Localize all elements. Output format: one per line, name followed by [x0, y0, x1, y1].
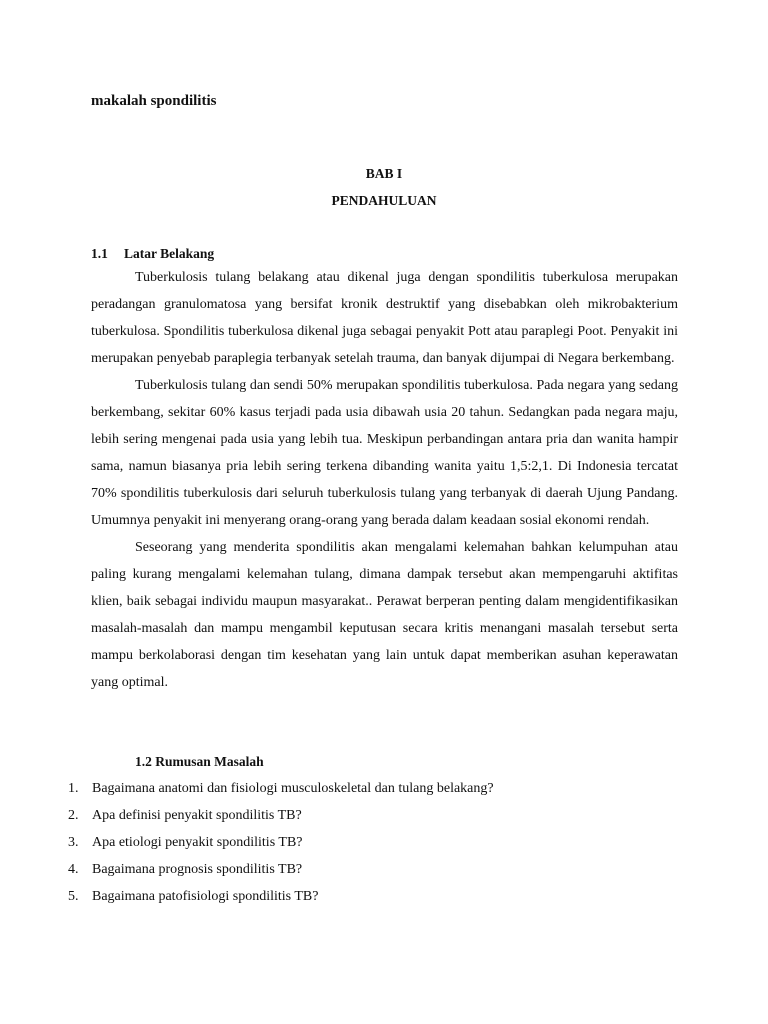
list-item: [68, 802, 688, 829]
list-item: [68, 775, 688, 802]
list-item-number: 4.: [68, 862, 79, 877]
list-item-number: 1.: [68, 781, 79, 796]
list-item-text: Bagaimana prognosis spondilitis TB?: [92, 862, 303, 877]
section-number: 1.1: [91, 246, 108, 261]
list-item-number: 2.: [68, 808, 79, 823]
list-item-number: 5.: [68, 889, 79, 904]
chapter-number: BAB I: [365, 166, 403, 181]
list-item: [68, 856, 688, 883]
list-item-text: Bagaimana patofisiologi spondilitis TB?: [92, 889, 319, 904]
list-item-text: Apa definisi penyakit spondilitis TB?: [92, 808, 302, 823]
paragraph: Seseorang yang menderita spondilitis akan mengalami kelemahan bahkan kelumpuhan atau paling kurang mengalami kelemahan tulang, dimana dampak tersebut akan mempengaruhi aktifitas klien, baik sebagai individu maupun masyarakat.. Perawat berperan penting dalam mengidentifikasikan masalah-masalah dan mampu mengambil keputusan secara kritis menangani masalah tersebut serta mampu berkolaborasi dengan tim kesehatan yang lain untuk dapat memberikan asuhan keperawatan yang optimal.: [91, 540, 678, 690]
section-title: Latar Belakang: [124, 246, 215, 261]
question-list: [68, 775, 688, 910]
paragraph: Tuberkulosis tulang belakang atau dikenal juga dengan spondilitis tuberkulosa merupakan peradangan granulomatosa yang bersifat kronik destruktif yang disebabkan oleh mikrobakterium tuberkulosa. Spondilitis tuberkulosa dikenal juga sebagai penyakit Pott atau paraplegi Poot. Penyakit ini merupakan penyebab paraplegia terbanyak setelah trauma, dan banyak dijumpai di Negara berkembang.: [91, 270, 678, 366]
list-item: [68, 829, 688, 856]
document-title: makalah spondilitis: [91, 93, 217, 109]
list-item: [68, 883, 688, 910]
list-item-text: Bagaimana anatomi dan fisiologi musculoskeletal dan tulang belakang?: [92, 781, 494, 796]
list-item-number: 3.: [68, 835, 79, 850]
section-heading-latar-belakang: [91, 246, 214, 262]
list-item-text: Apa etiologi penyakit spondilitis TB?: [92, 835, 303, 850]
section-heading-rumusan-masalah: 1.2 Rumusan Masalah: [135, 754, 264, 769]
section-body: [91, 264, 678, 696]
chapter-title: PENDAHULUAN: [331, 193, 437, 208]
paragraph: Tuberkulosis tulang dan sendi 50% merupakan spondilitis tuberkulosa. Pada negara yang sedang berkembang, sekitar 60% kasus terjadi pada usia dibawah usia 20 tahun. Sedangkan pada negara maju, lebih sering mengenai pada usia yang lebih tua. Meskipun perbandingan antara pria dan wanita hampir sama, namun biasanya pria lebih sering terkena dibanding wanita yaitu 1,5:2,1. Di Indonesia tercatat 70% spondilitis tuberkulosis dari seluruh tuberkulosis tulang yang terbanyak di daerah Ujung Pandang. Umumnya penyakit ini menyerang orang-orang yang berada dalam keadaan sosial ekonomi rendah.: [91, 378, 678, 528]
